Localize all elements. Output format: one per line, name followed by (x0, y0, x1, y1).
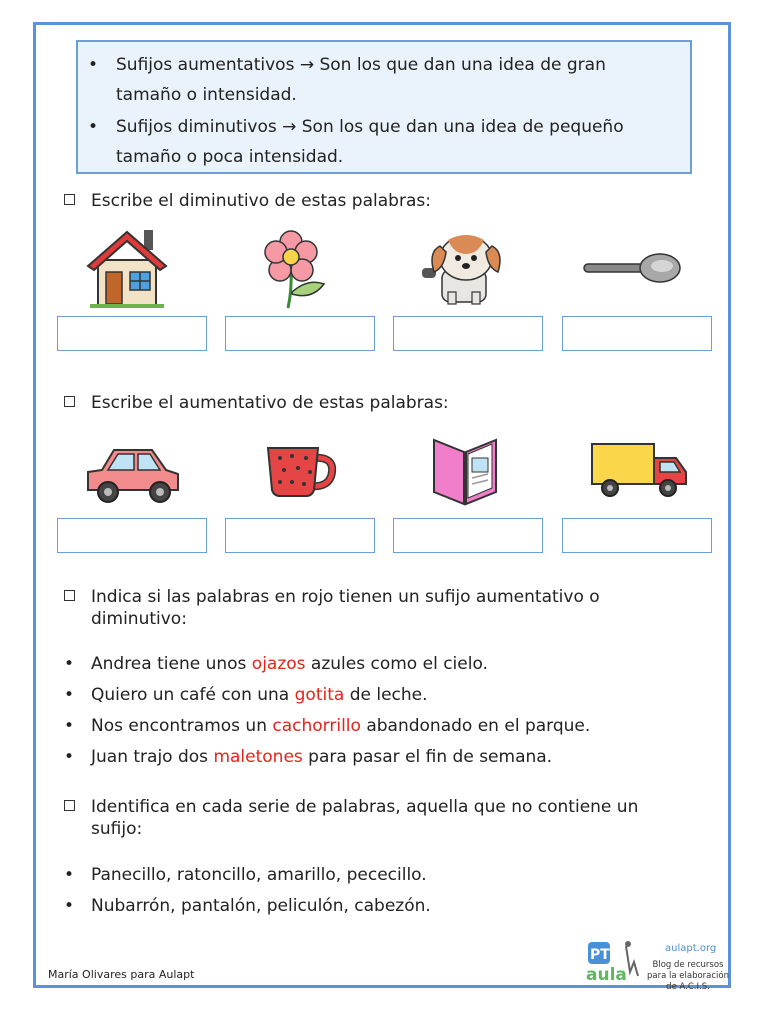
instruction-text: Escribe el aumentativo de estas palabras: (91, 393, 449, 413)
flower-icon (254, 228, 328, 312)
sentence-part: para pasar el fin de semana. (302, 747, 553, 767)
logo-site: aulapt.org (665, 943, 717, 954)
definition-text: Sufijos aumentativos → Son los que dan una idea de gran tamaño o intensidad. (116, 55, 606, 105)
checkbox-icon (64, 590, 75, 601)
answer-box[interactable] (562, 316, 712, 351)
bullet: • (64, 865, 75, 885)
answer-box[interactable] (225, 518, 375, 553)
spoon-icon (582, 250, 682, 286)
instruction-text: Identifica en cada serie de palabras, aquella que no contiene un sufijo: (91, 797, 639, 839)
sentence-part: abandonado en el parque. (360, 716, 591, 736)
house-icon (84, 226, 170, 310)
definitions-box (76, 40, 692, 174)
sentence-part: de leche. (344, 685, 428, 705)
sentence-part: Quiero un café con una (91, 685, 295, 705)
car-icon (82, 442, 184, 504)
checkbox-icon (64, 396, 75, 407)
bullet: • (88, 55, 99, 75)
sentence-text (91, 653, 488, 675)
logo-tagline: Blog de recursos para la elaboración de A.C.I.S. (646, 960, 729, 992)
answer-box[interactable] (562, 518, 712, 553)
bullet: • (64, 716, 75, 736)
answer-box[interactable] (393, 316, 543, 351)
cup-icon (262, 444, 338, 498)
instruction-text: Escribe el diminutivo de estas palabras: (91, 191, 431, 211)
instruction-text: Indica si las palabras en rojo tienen un sufijo aumentativo o diminutivo: (91, 587, 600, 629)
highlighted-word: maletones (213, 747, 303, 767)
sentence-part: Nos encontramos un (91, 716, 273, 736)
series-text: Panecillo, ratoncillo, amarillo, pececillo. (91, 865, 427, 885)
answer-box[interactable] (57, 316, 207, 351)
sentence-text (91, 746, 552, 768)
sentence-part: Andrea tiene unos (91, 654, 252, 674)
bullet: • (88, 117, 99, 137)
bullet: • (64, 654, 75, 674)
answer-box[interactable] (393, 518, 543, 553)
bullet: • (64, 896, 75, 916)
answer-box[interactable] (225, 316, 375, 351)
author-credit: María Olivares para Aulapt (48, 968, 195, 981)
definition-text: Sufijos diminutivos → Son los que dan una idea de pequeño tamaño o poca intensidad. (116, 117, 624, 167)
highlighted-word: gotita (294, 685, 345, 705)
checkbox-icon (64, 800, 75, 811)
bullet: • (64, 747, 75, 767)
sentence-text (91, 684, 428, 706)
sentence-part: Juan trajo dos (91, 747, 214, 767)
answer-box[interactable] (57, 518, 207, 553)
logo-pt-text: PT (590, 947, 610, 963)
sentence-part: azules como el cielo. (305, 654, 488, 674)
truck-icon (590, 440, 690, 498)
dog-icon (418, 232, 510, 306)
series-text: Nubarrón, pantalón, peliculón, cabezón. (91, 896, 431, 916)
sentence-text (91, 715, 590, 737)
highlighted-word: ojazos (251, 654, 306, 674)
bullet: • (64, 685, 75, 705)
logo-aula-text: aula (586, 965, 627, 985)
checkbox-icon (64, 194, 75, 205)
highlighted-word: cachorrillo (272, 716, 361, 736)
book-icon (430, 436, 500, 506)
